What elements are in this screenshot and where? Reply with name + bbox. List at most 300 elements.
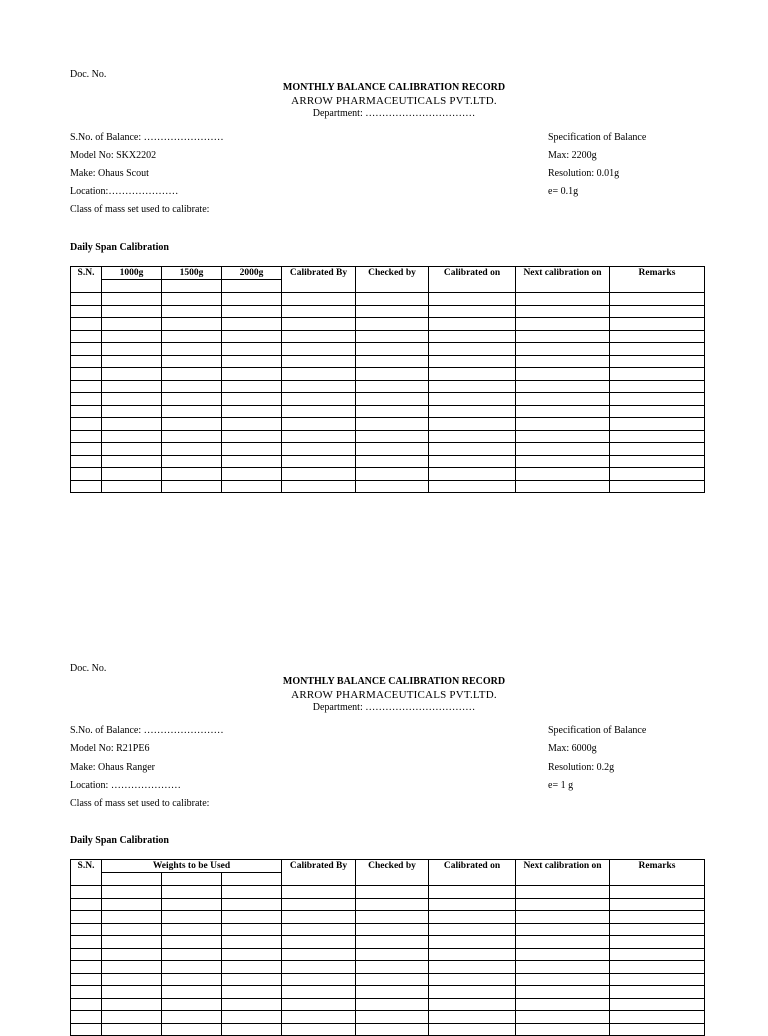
table-cell[interactable] (162, 405, 222, 418)
table-cell[interactable] (162, 455, 222, 468)
table-cell[interactable] (516, 318, 610, 331)
table-cell[interactable] (282, 368, 356, 381)
section-title: Daily Span Calibration (70, 242, 169, 253)
table-cell[interactable] (162, 911, 222, 924)
table-cell[interactable] (429, 1023, 516, 1036)
table-cell[interactable] (102, 418, 162, 431)
balance-serial-field[interactable]: S.No. of Balance: …………………… (70, 725, 224, 736)
table-cell[interactable] (162, 961, 222, 974)
table-cell[interactable] (429, 293, 516, 306)
table-cell[interactable] (162, 305, 222, 318)
table-cell[interactable] (102, 973, 162, 986)
table-row (71, 911, 705, 924)
table-cell[interactable] (516, 1023, 610, 1036)
table-cell[interactable] (516, 343, 610, 356)
table-cell[interactable] (282, 1023, 356, 1036)
table-cell[interactable] (222, 480, 282, 493)
table-cell[interactable] (516, 998, 610, 1011)
table-cell[interactable] (162, 948, 222, 961)
table-cell[interactable] (71, 430, 102, 443)
table-cell[interactable] (516, 430, 610, 443)
location-field[interactable]: Location: ………………… (70, 780, 181, 791)
table-cell[interactable] (610, 948, 705, 961)
table-cell[interactable] (71, 911, 102, 924)
sub-cell[interactable] (222, 280, 282, 293)
table-cell[interactable] (102, 911, 162, 924)
table-cell[interactable] (162, 923, 222, 936)
table-cell[interactable] (222, 368, 282, 381)
table-cell[interactable] (71, 936, 102, 949)
table-cell[interactable] (516, 480, 610, 493)
table-cell[interactable] (282, 418, 356, 431)
table-cell[interactable] (102, 886, 162, 899)
table-cell[interactable] (282, 318, 356, 331)
table-cell[interactable] (282, 443, 356, 456)
table-row (71, 443, 705, 456)
table-cell[interactable] (429, 936, 516, 949)
header-calibrated-by: Calibrated By (282, 860, 356, 886)
table-cell[interactable] (222, 936, 282, 949)
table-cell[interactable] (71, 405, 102, 418)
table-cell[interactable] (516, 393, 610, 406)
table-cell[interactable] (516, 936, 610, 949)
table-cell[interactable] (356, 973, 429, 986)
table-cell[interactable] (282, 1011, 356, 1024)
department-field[interactable]: Department: …………………………… (312, 108, 476, 119)
table-cell[interactable] (356, 330, 429, 343)
table-cell[interactable] (162, 998, 222, 1011)
table-cell[interactable] (222, 468, 282, 481)
location-field[interactable]: Location:………………… (70, 186, 179, 197)
table-cell[interactable] (610, 430, 705, 443)
table-row (71, 293, 705, 306)
table-cell[interactable] (282, 468, 356, 481)
table-cell[interactable] (516, 923, 610, 936)
table-cell[interactable] (222, 343, 282, 356)
table-cell[interactable] (516, 355, 610, 368)
table-cell[interactable] (429, 468, 516, 481)
table-cell[interactable] (429, 330, 516, 343)
table-cell[interactable] (222, 948, 282, 961)
table-cell[interactable] (610, 443, 705, 456)
make-field: Make: Ohaus Ranger (70, 762, 155, 773)
table-cell[interactable] (356, 998, 429, 1011)
table-cell[interactable] (429, 418, 516, 431)
table-cell[interactable] (162, 468, 222, 481)
table-cell[interactable] (356, 405, 429, 418)
form-title: MONTHLY BALANCE CALIBRATION RECORD (282, 676, 506, 687)
header-calibrated-on: Calibrated on (429, 267, 516, 293)
table-cell[interactable] (516, 948, 610, 961)
table-cell[interactable] (162, 936, 222, 949)
table-cell[interactable] (610, 480, 705, 493)
table-cell[interactable] (222, 998, 282, 1011)
table-cell[interactable] (516, 443, 610, 456)
table-row (71, 393, 705, 406)
table-cell[interactable] (282, 430, 356, 443)
table-cell[interactable] (610, 961, 705, 974)
table-cell[interactable] (162, 886, 222, 899)
table-cell[interactable] (71, 343, 102, 356)
table-cell[interactable] (222, 418, 282, 431)
table-cell[interactable] (71, 330, 102, 343)
table-cell[interactable] (610, 898, 705, 911)
table-cell[interactable] (610, 343, 705, 356)
table-cell[interactable] (356, 986, 429, 999)
table-cell[interactable] (516, 973, 610, 986)
table-cell[interactable] (356, 305, 429, 318)
table-cell[interactable] (610, 418, 705, 431)
table-cell[interactable] (516, 380, 610, 393)
table-cell[interactable] (102, 368, 162, 381)
table-cell[interactable] (610, 380, 705, 393)
sub-cell[interactable] (222, 873, 282, 886)
header-calibrated-on: Calibrated on (429, 860, 516, 886)
table-row (71, 936, 705, 949)
table-cell[interactable] (610, 455, 705, 468)
header-next-calibration: Next calibration on (516, 267, 610, 293)
table-row (71, 318, 705, 331)
table-row (71, 355, 705, 368)
table-cell[interactable] (282, 923, 356, 936)
table-cell[interactable] (516, 886, 610, 899)
table-row (71, 343, 705, 356)
table-body (71, 293, 705, 493)
mass-class-field[interactable]: Class of mass set used to calibrate: (70, 204, 210, 215)
table-cell[interactable] (102, 330, 162, 343)
table-cell[interactable] (429, 318, 516, 331)
table-cell[interactable] (356, 948, 429, 961)
table-cell[interactable] (356, 480, 429, 493)
table-cell[interactable] (222, 1023, 282, 1036)
table-cell[interactable] (162, 318, 222, 331)
table-cell[interactable] (102, 430, 162, 443)
table-cell[interactable] (610, 468, 705, 481)
table-cell[interactable] (162, 368, 222, 381)
table-cell[interactable] (282, 405, 356, 418)
table-cell[interactable] (71, 948, 102, 961)
table-cell[interactable] (162, 898, 222, 911)
table-row (71, 430, 705, 443)
table-cell[interactable] (222, 911, 282, 924)
table-cell[interactable] (356, 923, 429, 936)
table-cell[interactable] (282, 973, 356, 986)
table-cell[interactable] (162, 393, 222, 406)
table-cell[interactable] (102, 393, 162, 406)
table-cell[interactable] (282, 961, 356, 974)
table-cell[interactable] (222, 1011, 282, 1024)
table-cell[interactable] (356, 430, 429, 443)
table-cell[interactable] (516, 911, 610, 924)
table-cell[interactable] (282, 455, 356, 468)
table-cell[interactable] (71, 973, 102, 986)
table-cell[interactable] (610, 886, 705, 899)
table-cell[interactable] (356, 293, 429, 306)
table-cell[interactable] (71, 886, 102, 899)
table-cell[interactable] (102, 293, 162, 306)
table-cell[interactable] (356, 380, 429, 393)
table-cell[interactable] (162, 430, 222, 443)
table-cell[interactable] (429, 443, 516, 456)
table-cell[interactable] (71, 1011, 102, 1024)
table-cell[interactable] (516, 368, 610, 381)
table-cell[interactable] (356, 318, 429, 331)
table-cell[interactable] (222, 355, 282, 368)
table-cell[interactable] (610, 973, 705, 986)
table-cell[interactable] (429, 973, 516, 986)
table-cell[interactable] (102, 898, 162, 911)
balance-serial-field[interactable]: S.No. of Balance: …………………… (70, 132, 224, 143)
table-row (71, 1023, 705, 1036)
table-cell[interactable] (71, 480, 102, 493)
table-cell[interactable] (162, 986, 222, 999)
table-cell[interactable] (71, 961, 102, 974)
table-row (71, 898, 705, 911)
table-cell[interactable] (610, 355, 705, 368)
table-cell[interactable] (356, 911, 429, 924)
table-cell[interactable] (282, 886, 356, 899)
table-cell[interactable] (429, 393, 516, 406)
table-cell[interactable] (429, 430, 516, 443)
table-cell[interactable] (71, 380, 102, 393)
table-cell[interactable] (71, 443, 102, 456)
table-cell[interactable] (102, 380, 162, 393)
table-cell[interactable] (71, 468, 102, 481)
spec-heading: Specification of Balance (548, 725, 647, 736)
table-cell[interactable] (222, 886, 282, 899)
table-cell[interactable] (71, 986, 102, 999)
table-cell[interactable] (71, 455, 102, 468)
table-cell[interactable] (356, 418, 429, 431)
table-cell[interactable] (516, 468, 610, 481)
spec-e: e= 1 g (548, 780, 574, 791)
table-cell[interactable] (162, 355, 222, 368)
table-cell[interactable] (71, 318, 102, 331)
table-cell[interactable] (222, 443, 282, 456)
table-row (71, 368, 705, 381)
table-cell[interactable] (429, 986, 516, 999)
table-cell[interactable] (356, 343, 429, 356)
table-cell[interactable] (429, 380, 516, 393)
table-cell[interactable] (429, 455, 516, 468)
table-cell[interactable] (222, 898, 282, 911)
table-cell[interactable] (356, 886, 429, 899)
table-cell[interactable] (222, 393, 282, 406)
table-cell[interactable] (222, 405, 282, 418)
spec-resolution: Resolution: 0.01g (548, 168, 620, 179)
table-cell[interactable] (429, 405, 516, 418)
table-cell[interactable] (429, 343, 516, 356)
table-cell[interactable] (610, 405, 705, 418)
table-cell[interactable] (162, 330, 222, 343)
table-cell[interactable] (102, 343, 162, 356)
table-cell[interactable] (102, 1011, 162, 1024)
table-cell[interactable] (356, 936, 429, 949)
table-cell[interactable] (222, 973, 282, 986)
table-cell[interactable] (516, 898, 610, 911)
table-cell[interactable] (610, 911, 705, 924)
table-cell[interactable] (429, 898, 516, 911)
table-cell[interactable] (162, 1011, 222, 1024)
table-cell[interactable] (429, 886, 516, 899)
table-cell[interactable] (102, 405, 162, 418)
table-cell[interactable] (71, 355, 102, 368)
table-cell[interactable] (516, 1011, 610, 1024)
table-cell[interactable] (429, 305, 516, 318)
table-row (71, 923, 705, 936)
table-cell[interactable] (429, 368, 516, 381)
table-cell[interactable] (356, 961, 429, 974)
table-cell[interactable] (102, 948, 162, 961)
table-cell[interactable] (356, 1023, 429, 1036)
table-cell[interactable] (102, 936, 162, 949)
table-cell[interactable] (282, 898, 356, 911)
table-cell[interactable] (429, 961, 516, 974)
table-cell[interactable] (102, 1023, 162, 1036)
table-cell[interactable] (102, 480, 162, 493)
table-cell[interactable] (282, 936, 356, 949)
table-cell[interactable] (356, 355, 429, 368)
table-cell[interactable] (356, 455, 429, 468)
table-cell[interactable] (610, 986, 705, 999)
table-cell[interactable] (102, 305, 162, 318)
table-cell[interactable] (429, 998, 516, 1011)
table-cell[interactable] (162, 973, 222, 986)
table-cell[interactable] (71, 898, 102, 911)
table-cell[interactable] (162, 343, 222, 356)
table-cell[interactable] (71, 418, 102, 431)
table-cell[interactable] (71, 368, 102, 381)
table-cell[interactable] (282, 343, 356, 356)
table-cell[interactable] (610, 330, 705, 343)
department-field[interactable]: Department: …………………………… (312, 702, 476, 713)
table-cell[interactable] (356, 368, 429, 381)
table-cell[interactable] (610, 936, 705, 949)
table-cell[interactable] (429, 911, 516, 924)
table-cell[interactable] (222, 305, 282, 318)
table-cell[interactable] (162, 293, 222, 306)
table-cell[interactable] (162, 443, 222, 456)
table-cell[interactable] (429, 355, 516, 368)
make-field: Make: Ohaus Scout (70, 168, 149, 179)
calibration-table (70, 266, 705, 493)
table-cell[interactable] (282, 986, 356, 999)
table-cell[interactable] (610, 318, 705, 331)
header-weight-1000g: 1000g (102, 267, 162, 280)
table-cell[interactable] (282, 480, 356, 493)
table-cell[interactable] (516, 961, 610, 974)
table-cell[interactable] (282, 355, 356, 368)
table-cell[interactable] (102, 468, 162, 481)
table-cell[interactable] (356, 443, 429, 456)
table-cell[interactable] (71, 293, 102, 306)
table-cell[interactable] (516, 455, 610, 468)
mass-class-field[interactable]: Class of mass set used to calibrate: (70, 798, 210, 809)
table-cell[interactable] (222, 330, 282, 343)
table-cell[interactable] (356, 898, 429, 911)
table-cell[interactable] (71, 923, 102, 936)
table-cell[interactable] (222, 318, 282, 331)
table-cell[interactable] (222, 380, 282, 393)
table-cell[interactable] (516, 418, 610, 431)
spec-resolution: Resolution: 0.2g (548, 762, 615, 773)
table-cell[interactable] (516, 986, 610, 999)
table-cell[interactable] (610, 393, 705, 406)
table-cell[interactable] (282, 998, 356, 1011)
header-sn: S.N. (71, 267, 102, 293)
table-cell[interactable] (102, 318, 162, 331)
table-cell[interactable] (610, 305, 705, 318)
table-cell[interactable] (162, 1023, 222, 1036)
table-cell[interactable] (282, 948, 356, 961)
table-cell[interactable] (102, 455, 162, 468)
sub-cell[interactable] (162, 873, 222, 886)
table-cell[interactable] (610, 923, 705, 936)
table-cell[interactable] (429, 1011, 516, 1024)
table-cell[interactable] (356, 468, 429, 481)
table-cell[interactable] (102, 986, 162, 999)
table-cell[interactable] (610, 293, 705, 306)
table-cell[interactable] (102, 998, 162, 1011)
spec-heading: Specification of Balance (548, 132, 647, 143)
table-cell[interactable] (610, 1023, 705, 1036)
table-cell[interactable] (102, 443, 162, 456)
table-cell[interactable] (282, 330, 356, 343)
sub-cell[interactable] (162, 280, 222, 293)
table-cell[interactable] (162, 418, 222, 431)
sub-cell[interactable] (102, 873, 162, 886)
company-name: ARROW PHARMACEUTICALS PVT.LTD. (291, 689, 497, 701)
table-cell[interactable] (516, 305, 610, 318)
table-cell[interactable] (222, 293, 282, 306)
table-cell[interactable] (429, 480, 516, 493)
table-cell[interactable] (356, 393, 429, 406)
table-row (71, 418, 705, 431)
table-cell[interactable] (282, 380, 356, 393)
table-cell[interactable] (516, 405, 610, 418)
table-cell[interactable] (222, 923, 282, 936)
table-cell[interactable] (162, 480, 222, 493)
table-cell[interactable] (356, 1011, 429, 1024)
table-cell[interactable] (610, 368, 705, 381)
table-cell[interactable] (71, 393, 102, 406)
table-cell[interactable] (610, 998, 705, 1011)
table-cell[interactable] (516, 330, 610, 343)
table-cell[interactable] (222, 986, 282, 999)
table-cell[interactable] (102, 961, 162, 974)
table-cell[interactable] (102, 923, 162, 936)
table-cell[interactable] (282, 305, 356, 318)
doc-no-label: Doc. No. (70, 69, 107, 80)
model-no-field: Model No: SKX2202 (70, 150, 157, 161)
table-cell[interactable] (102, 355, 162, 368)
table-cell[interactable] (516, 293, 610, 306)
table-cell[interactable] (162, 380, 222, 393)
table-cell[interactable] (71, 305, 102, 318)
table-cell[interactable] (222, 961, 282, 974)
table-cell[interactable] (222, 430, 282, 443)
table-cell[interactable] (222, 455, 282, 468)
table-cell[interactable] (429, 948, 516, 961)
table-cell[interactable] (282, 911, 356, 924)
table-cell[interactable] (610, 1011, 705, 1024)
table-cell[interactable] (429, 923, 516, 936)
table-cell[interactable] (282, 293, 356, 306)
table-cell[interactable] (71, 1023, 102, 1036)
table-cell[interactable] (282, 393, 356, 406)
sub-cell[interactable] (102, 280, 162, 293)
table-cell[interactable] (71, 998, 102, 1011)
